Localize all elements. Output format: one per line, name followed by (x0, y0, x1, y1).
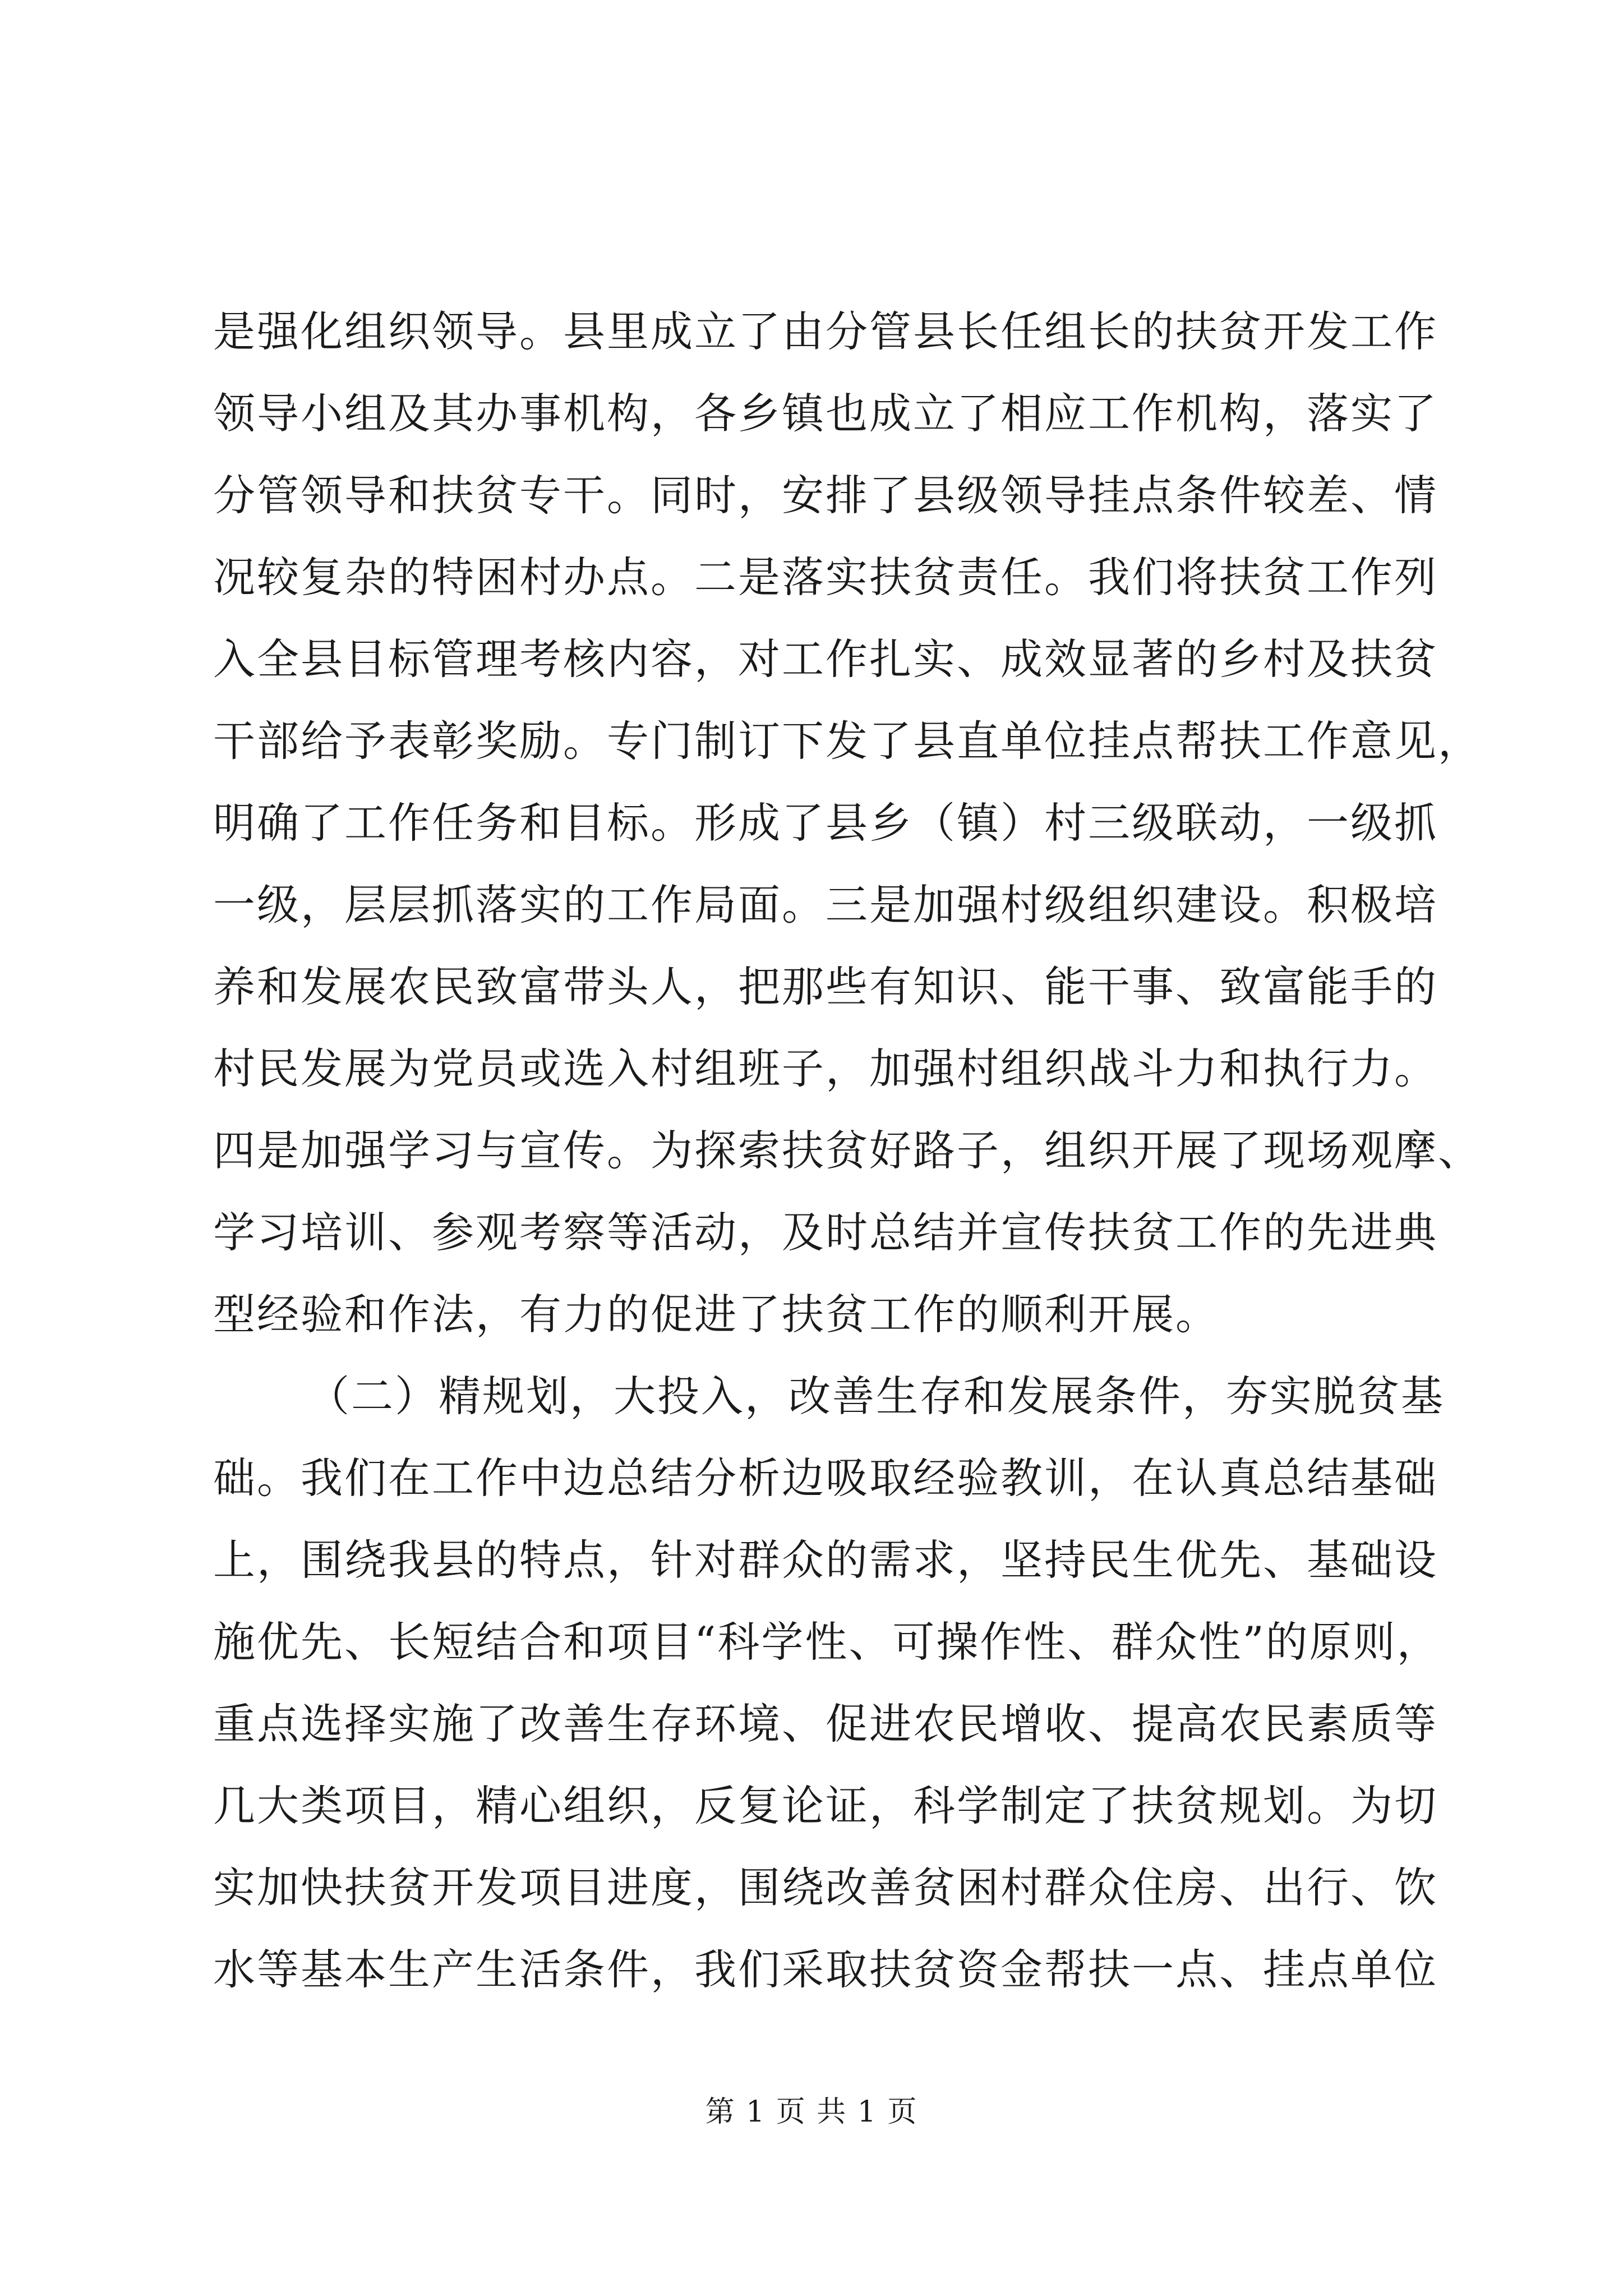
page-footer (0, 2095, 1623, 2129)
text-line: 干部给予表彰奖励。专门制订下发了县直单位挂点帮扶工作意见， (213, 716, 1482, 766)
page-number-label: 第 1 页 共 1 页 (705, 2095, 918, 2129)
text-line: 几大类项目，精心组织，反复论证，科学制定了扶贫规划。为切 (213, 1781, 1438, 1830)
text-line: 是强化组织领导。县里成立了由分管县长任组长的扶贫开发工作 (213, 307, 1438, 356)
text-line: （二）精规划，大投入，改善生存和发展条件，夯实脱贫基 (307, 1372, 1445, 1421)
text-line: 领导小组及其办事机构，各乡镇也成立了相应工作机构，落实了 (213, 389, 1438, 438)
text-line: 村民发展为党员或选入村组班子，加强村组织战斗力和执行力。 (213, 1044, 1438, 1093)
text-line: 础。我们在工作中边总结分析边吸取经验教训，在认真总结基础 (213, 1453, 1438, 1503)
text-line: 分管领导和扶贫专干。同时，安排了县级领导挂点条件较差、情 (213, 471, 1438, 520)
text-line: 学习培训、参观考察等活动，及时总结并宣传扶贫工作的先进典 (213, 1208, 1438, 1257)
text-line: 水等基本生产生活条件，我们采取扶贫资金帮扶一点、挂点单位 (213, 1945, 1438, 1994)
text-line: 况较复杂的特困村办点。二是落实扶贫责任。我们将扶贫工作列 (213, 553, 1438, 602)
text-line: 实加快扶贫开发项目进度，围绕改善贫困村群众住房、出行、饮 (213, 1863, 1438, 1912)
text-line: 明确了工作任务和目标。形成了县乡（镇）村三级联动，一级抓 (213, 798, 1438, 848)
text-line: 重点选择实施了改善生存环境、促进农民增收、提高农民素质等 (213, 1699, 1438, 1749)
document-body (213, 291, 1482, 2010)
text-line: 型经验和作法，有力的促进了扶贫工作的顺利开展。 (213, 1290, 1220, 1339)
text-line: 入全县目标管理考核内容，对工作扎实、成效显著的乡村及扶贫 (213, 634, 1438, 684)
text-line: 施优先、长短结合和项目“科学性、可操作性、群众性”的原则， (213, 1617, 1441, 1667)
text-line: 上，围绕我县的特点，针对群众的需求，坚持民生优先、基础设 (213, 1535, 1438, 1585)
text-line: 养和发展农民致富带头人，把那些有知识、能干事、致富能手的 (213, 962, 1438, 1011)
text-line: 四是加强学习与宣传。为探索扶贫好路子，组织开展了现场观摩、 (213, 1126, 1482, 1175)
text-line: 一级，层层抓落实的工作局面。三是加强村级组织建设。积极培 (213, 880, 1438, 930)
